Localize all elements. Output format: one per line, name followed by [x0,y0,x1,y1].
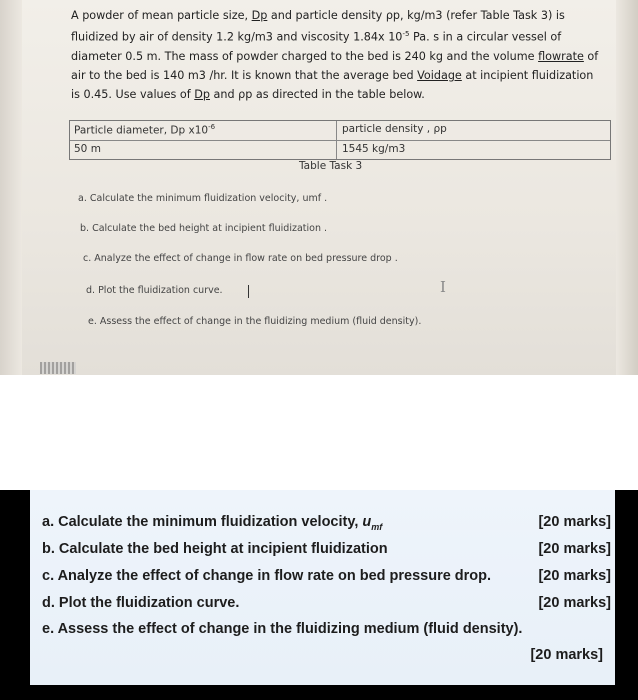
scribble-mark [40,362,76,374]
question-b: b. Calculate the bed height at incipient fluidization [42,541,388,557]
para-text: of air to the bed is 140 m3 /hr. It is known that the average bed [71,49,599,82]
para-flowrate: flowrate [538,49,584,63]
marks-b: [20 marks] [538,541,611,557]
photo-question-a: a. Calculate the minimum fluidization velocity, umf . [78,193,328,204]
marks-d: [20 marks] [538,595,611,611]
problem-paragraph [71,6,601,104]
question-c: c. Analyze the effect of change in flow rate on bed pressure drop. [42,568,492,584]
page-edge-right [616,0,638,375]
photo-question-e: e. Assess the effect of change in the fluidizing medium (fluid density). [88,316,422,327]
photo-question-d: d. Plot the fluidization curve. [86,285,223,296]
para-dp: Dp [194,87,210,101]
question-d: d. Plot the fluidization curve. [42,595,240,611]
ibeam-cursor-icon: I [440,278,446,296]
table-header-diameter: Particle diameter, Dp $x10^{-6}$ [74,123,216,137]
table-caption: Table Task 3 [299,160,363,172]
table-divider [70,140,610,141]
para-voidage: Voidage [417,68,462,82]
bottom-border [0,685,638,700]
table-header-density: particle density , ρp [342,123,447,135]
photo-question-c: c. Analyze the effect of change in flow rate on bed pressure drop . [83,253,398,264]
para-dp: Dp [251,9,268,22]
question-e: e. Assess the effect of change in the fluidizing medium (fluid density). [42,621,523,637]
photo-question-b: b. Calculate the bed height at incipient fluidization . [80,223,328,234]
marks-c: [20 marks] [538,568,611,584]
para-text: and ρp as directed in the table below. [209,87,425,101]
task-table [69,120,611,160]
page-edge-left [0,0,22,375]
blank-area [0,375,638,490]
para-text: at incipient fluidization is 0.45. Use values of [71,68,594,101]
para-text: A powder of mean particle size, [71,9,252,22]
marks-a: [20 marks] [538,514,611,530]
table-cell-density: 1545 kg/m3 [342,143,406,155]
marks-e: [20 marks] [530,647,603,663]
table-cell-diameter: 50 m [74,143,101,155]
questions-panel [30,490,615,685]
para-text: Pa. s in a circular vessel of diameter 0.5 m. The mass of powder charged to the bed is 240 kg and the volume [71,30,562,63]
para-exponent: -5 [402,30,410,38]
para-text: and particle density ρp, kg/m3 (refer Table Task 3) is fluidized by air of density 1.2 kg/m3 and viscosity 1.84x 10 [71,9,565,44]
text-cursor [248,285,249,298]
question-a: a. Calculate the minimum fluidization velocity, $u_{mf}$ [42,514,383,532]
